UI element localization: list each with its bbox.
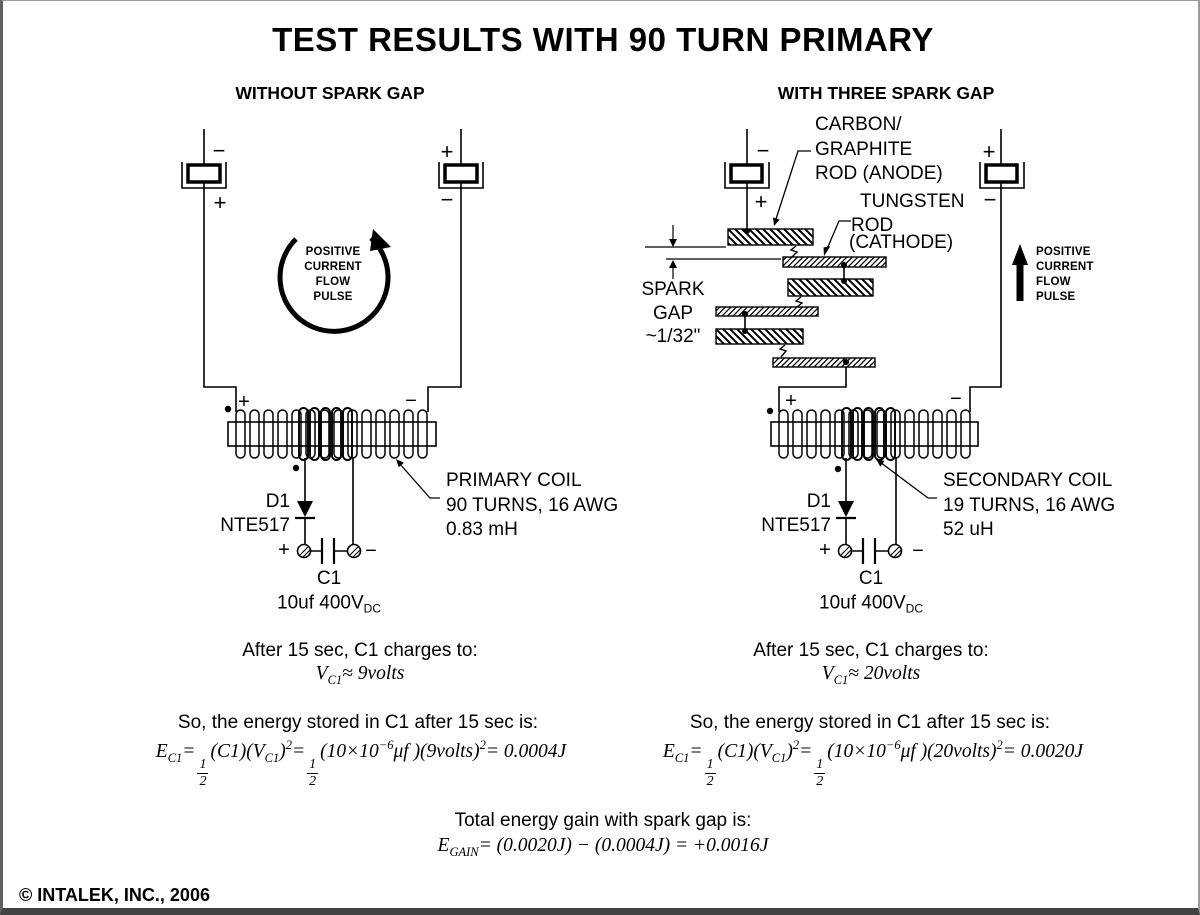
- coil-label-leader: [876, 459, 937, 498]
- right-section-header: WITH THREE SPARK GAP: [777, 83, 995, 103]
- current-flow-caption: POSITIVE CURRENT FLOW PULSE: [304, 246, 362, 303]
- current-flow-caption: POSITIVE CURRENT FLOW PULSE: [1036, 246, 1094, 303]
- primary-coil-label: PRIMARY COIL 90 TURNS, 16 AWG 0.83 mH: [446, 470, 619, 540]
- polarity-label: −: [983, 187, 997, 212]
- gain-equation: $E_{GAIN}= (0.0020J) - (0.0004J) = +0.0016J$: [437, 835, 769, 859]
- junction-dot: [841, 262, 847, 268]
- cathode-rod: [783, 257, 886, 267]
- diode-ref-label: D1: [265, 491, 290, 512]
- coil-label-leader: [396, 459, 440, 498]
- capacitor-symbol: [298, 538, 362, 564]
- phase-dot: [225, 406, 231, 412]
- junction-dot: [841, 278, 847, 284]
- coil-polarity: +: [785, 390, 797, 412]
- coil-polarity: −: [950, 388, 962, 410]
- diode-ref-label: D1: [806, 491, 831, 512]
- cap-ref-label: C1: [858, 568, 884, 589]
- diode-part-label: NTE517: [761, 515, 831, 536]
- cathode-rod: [773, 358, 875, 367]
- voltage-equation: $V_{C1}\approx$ 9volts: [315, 663, 405, 687]
- energy-equation: $E_{C1}=$ $\frac{1}{2}$ $(C1)(V_{C1})^2=$ $\frac{1}{2}$ ($10\times 10^{-6}\mu f$ )(9volts)$^2$= 0.0004J: [155, 738, 567, 790]
- phase-dot: [293, 465, 299, 471]
- page-title: TEST RESULTS WITH 90 TURN PRIMARY: [272, 21, 934, 58]
- polarity-label: −: [212, 138, 226, 163]
- anode-label: CARBON/ GRAPHITE ROD (ANODE): [815, 114, 943, 184]
- cathode-label-line2: ROD: [851, 215, 894, 236]
- phase-dot: [767, 408, 773, 414]
- flow-arrow-up: [1012, 244, 1028, 301]
- anode-rod: [788, 279, 873, 296]
- primary-coil: [236, 408, 427, 460]
- coil-polarity: −: [405, 390, 417, 412]
- voltage-equation: $V_{C1}\approx$ 20volts: [821, 663, 921, 687]
- energy-equation: $E_{C1}=$ $\frac{1}{2}$ $(C1)(V_{C1})^2=$ $\frac{1}{2}$ ($10\times 10^{-6}\mu f$ )(20volts)$^2$= 0.0020J: [662, 738, 1084, 790]
- secondary-coil-label: SECONDARY COIL 19 TURNS, 16 AWG 52 uH: [943, 470, 1116, 540]
- polarity-label: +: [213, 190, 227, 215]
- polarity-label: +: [754, 189, 768, 214]
- cap-polarity: +: [819, 539, 831, 561]
- cap-value-label: 10uf $400V_{DC}$: [819, 592, 923, 616]
- polarity-label: +: [440, 139, 454, 164]
- charge-caption: After 15 sec, C1 charges to:: [242, 640, 478, 661]
- copyright-notice: © INTALEK, INC., 2006: [19, 885, 210, 905]
- anode-label-leader: [773, 151, 811, 226]
- cap-polarity: +: [278, 539, 290, 561]
- secondary-coil: [779, 408, 970, 460]
- capacitor-symbol: [839, 538, 903, 564]
- gain-caption: Total energy gain with spark gap is:: [454, 810, 752, 831]
- cap-value-label: 10uf $400V_{DC}$: [277, 592, 381, 616]
- coil-polarity: +: [238, 391, 250, 413]
- junction-dot: [843, 359, 849, 365]
- energy-caption: So, the energy stored in C1 after 15 sec is:: [177, 712, 539, 733]
- cap-ref-label: C1: [316, 568, 342, 589]
- polarity-label: −: [440, 187, 454, 212]
- spark-gap-label: SPARK GAP ~1/32": [641, 279, 705, 347]
- energy-caption: So, the energy stored in C1 after 15 sec is:: [689, 712, 1051, 733]
- anode-rod: [728, 229, 813, 245]
- cap-polarity: −: [365, 540, 377, 562]
- diode-symbol: [836, 501, 856, 518]
- diode-part-label: NTE517: [220, 515, 290, 536]
- electrode-terminal: [182, 162, 483, 188]
- polarity-label: −: [756, 138, 770, 163]
- left-section-header: WITHOUT SPARK GAP: [235, 83, 425, 103]
- left-circuit-graphics: [182, 129, 483, 564]
- cap-polarity: −: [912, 540, 924, 562]
- charge-caption: After 15 sec, C1 charges to:: [753, 640, 989, 661]
- polarity-label: +: [982, 139, 996, 164]
- cathode-label-line1: TUNGSTEN: [860, 191, 965, 212]
- phase-dot: [835, 466, 841, 472]
- diode-symbol: [295, 501, 315, 518]
- cathode-label-leader: [824, 221, 852, 256]
- cathode-label-line3: (CATHODE): [849, 232, 954, 253]
